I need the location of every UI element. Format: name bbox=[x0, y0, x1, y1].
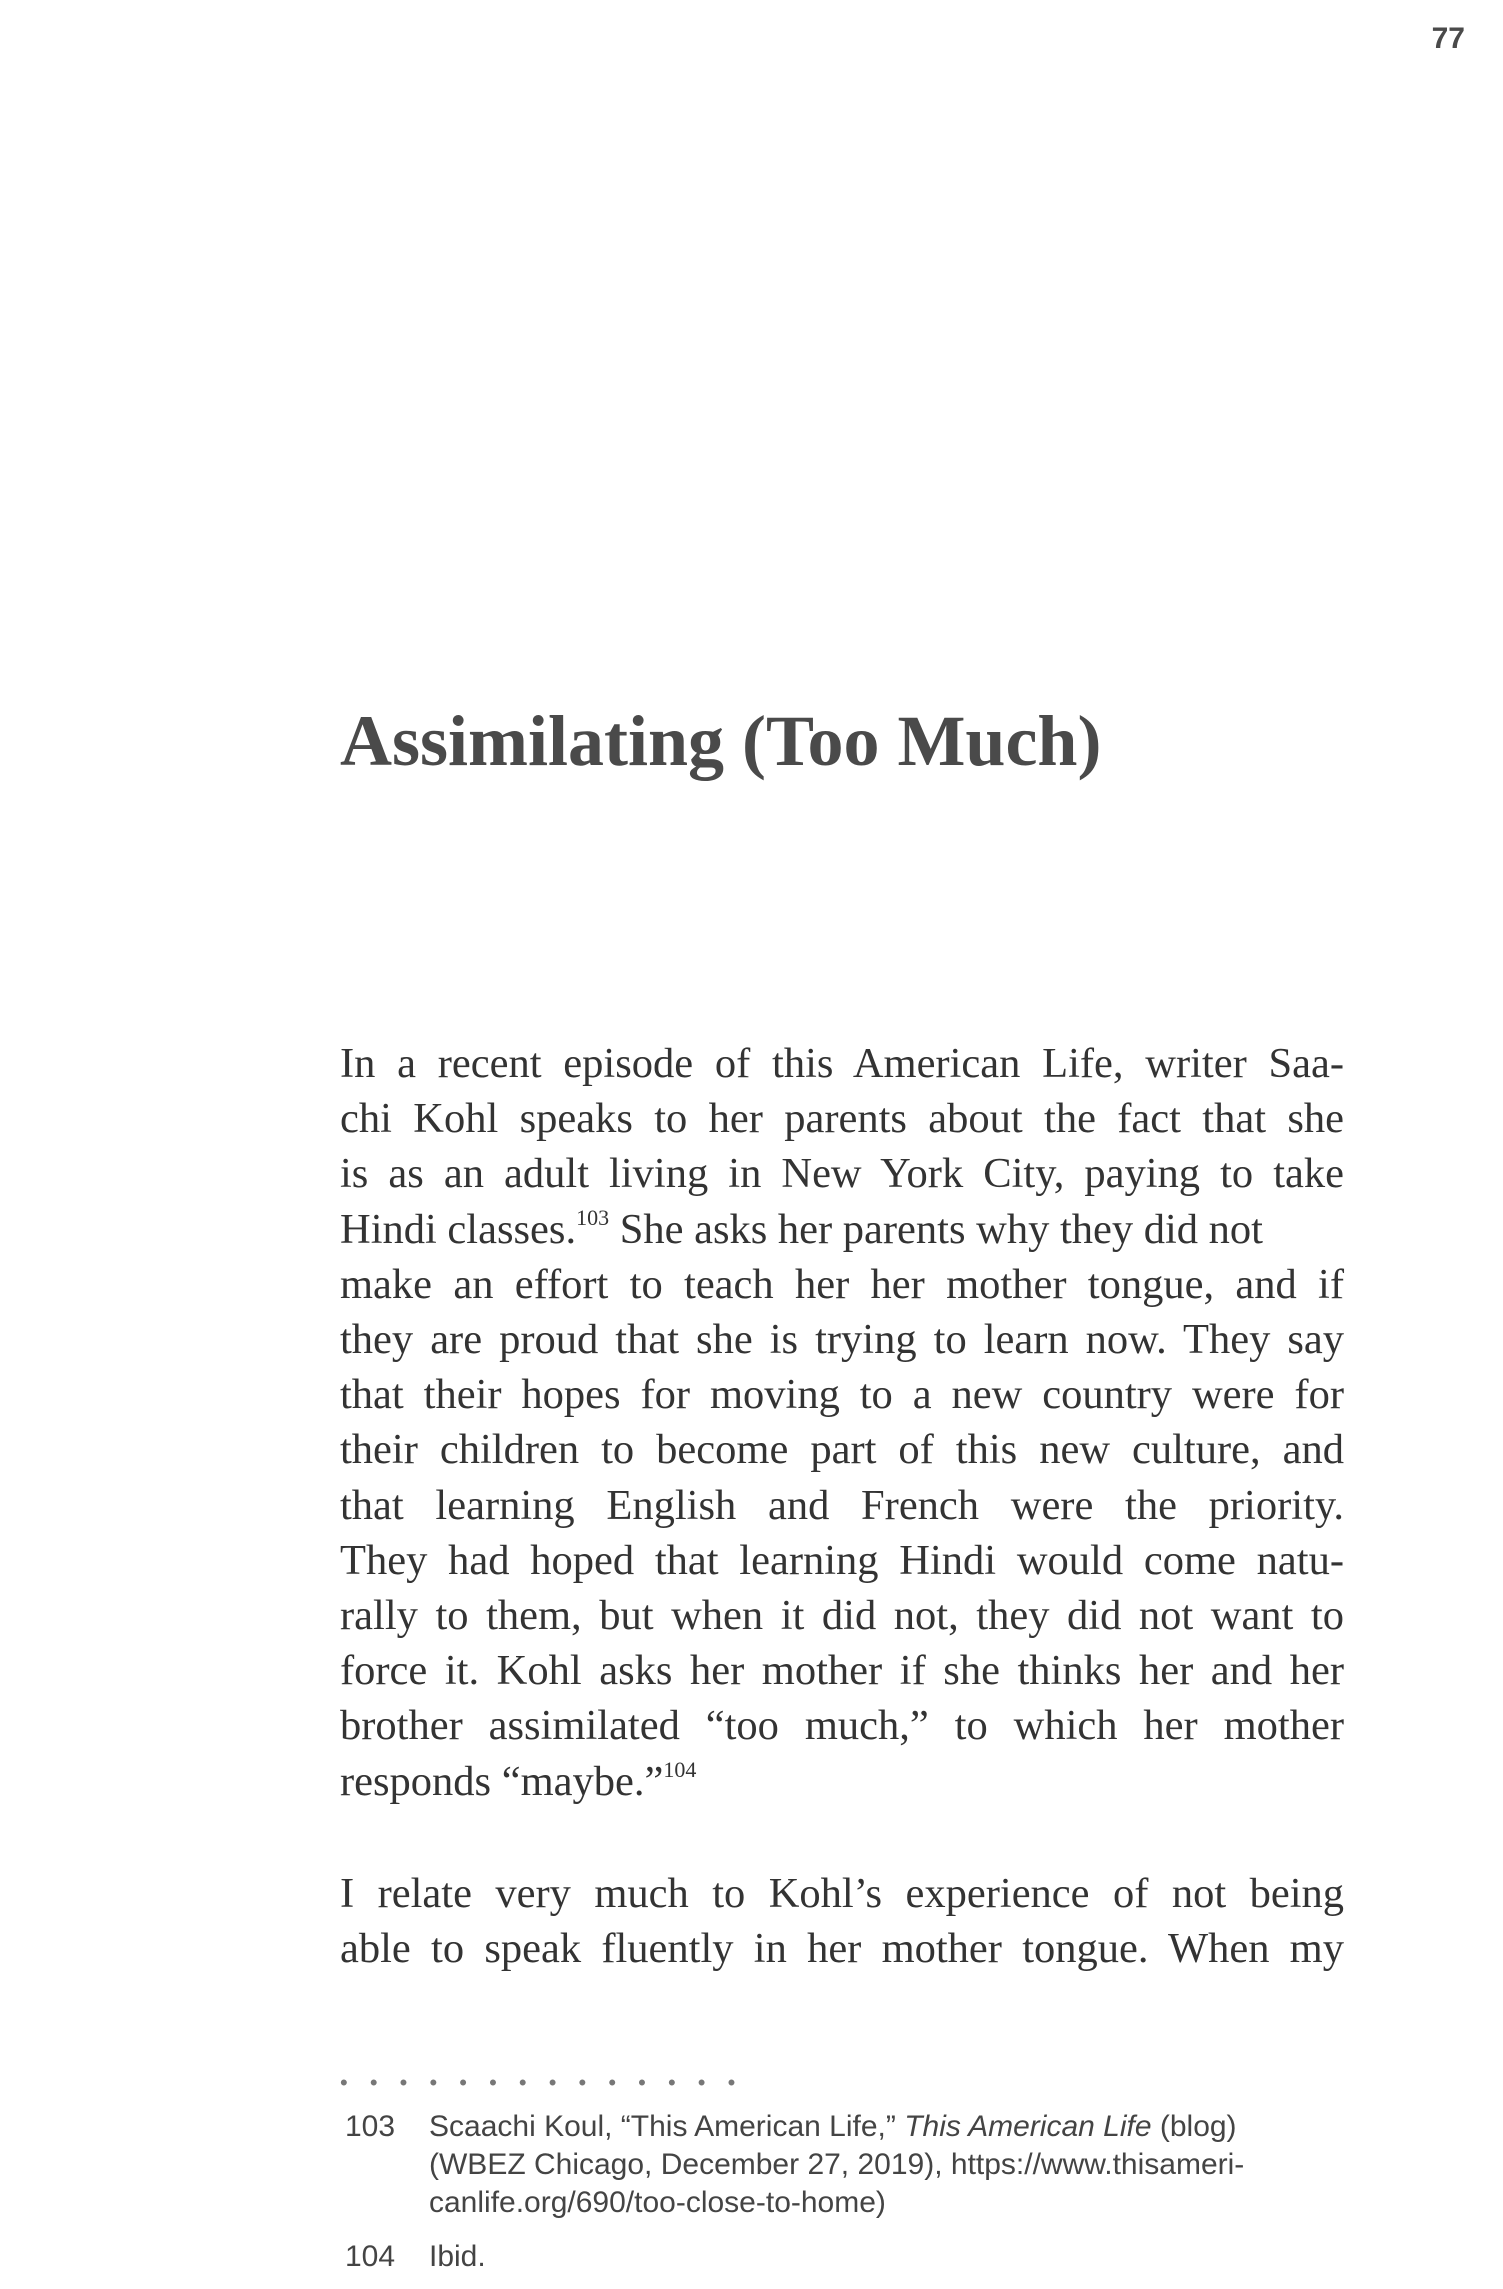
page-number: 77 bbox=[1431, 22, 1465, 55]
text-line bbox=[340, 1202, 1344, 1257]
text-line: their children to become part of this new culture, and bbox=[340, 1426, 1344, 1474]
body-paragraph bbox=[340, 1036, 1344, 1809]
chapter-title: Assimilating (Too Much) bbox=[340, 701, 1102, 781]
text-line: In a recent episode of this American Life, writer Saa- bbox=[340, 1040, 1344, 1087]
text-line: able to speak fluently in her mother tongue. When my bbox=[340, 1925, 1344, 1973]
body-paragraph bbox=[340, 1866, 1344, 1976]
footnote bbox=[345, 2238, 1345, 2276]
footnote-number: 103 bbox=[345, 2110, 396, 2143]
text-line bbox=[340, 1754, 1344, 1809]
text-line: They had hoped that learning Hindi would come natu- bbox=[340, 1536, 1344, 1584]
text-segment: Hindi classes. bbox=[340, 1205, 577, 1253]
text-segment: (blog) bbox=[1151, 2110, 1237, 2143]
text-line: force it. Kohl asks her mother if she thinks her and her bbox=[340, 1647, 1344, 1695]
text-segment: responds “maybe.” bbox=[340, 1757, 664, 1805]
footnote-text bbox=[429, 2108, 1345, 2222]
text-line: rally to them, but when it did not, they did not want to bbox=[340, 1592, 1344, 1640]
text-line: that their hopes for moving to a new country were for bbox=[340, 1371, 1344, 1419]
footnote bbox=[345, 2108, 1345, 2222]
text-line: is as an adult living in New York City, paying to take bbox=[340, 1150, 1344, 1198]
footnote-line[interactable]: canlife.org/690/too-close-to-home) bbox=[429, 2186, 886, 2219]
footnote-text: Ibid. bbox=[429, 2240, 486, 2273]
text-line: chi Kohl speaks to her parents about the fact that she bbox=[340, 1095, 1344, 1143]
text-line: I relate very much to Kohl’s experience of not being bbox=[340, 1870, 1344, 1917]
footnote-divider: • • • • • • • • • • • • • • bbox=[340, 2070, 744, 2095]
footnote-line[interactable]: (WBEZ Chicago, December 27, 2019), https://www.thisameri- bbox=[429, 2148, 1245, 2181]
text-line: that learning English and French were the priority. bbox=[340, 1481, 1344, 1529]
text-segment: Scaachi Koul, “This American Life,” bbox=[429, 2110, 905, 2143]
text-line: brother assimilated “too much,” to which her mother bbox=[340, 1702, 1344, 1750]
text-line: they are proud that she is trying to learn now. They say bbox=[340, 1316, 1344, 1364]
footnote-ref-103[interactable]: 103 bbox=[576, 1204, 610, 1230]
publication-title: This American Life bbox=[904, 2110, 1152, 2143]
text-segment: She asks her parents why they did not bbox=[609, 1205, 1263, 1253]
footnote-number: 104 bbox=[345, 2240, 396, 2273]
footnote-ref-104[interactable]: 104 bbox=[663, 1756, 697, 1782]
text-line: make an effort to teach her her mother tongue, and if bbox=[340, 1260, 1344, 1308]
footnote-line bbox=[429, 2108, 1345, 2146]
